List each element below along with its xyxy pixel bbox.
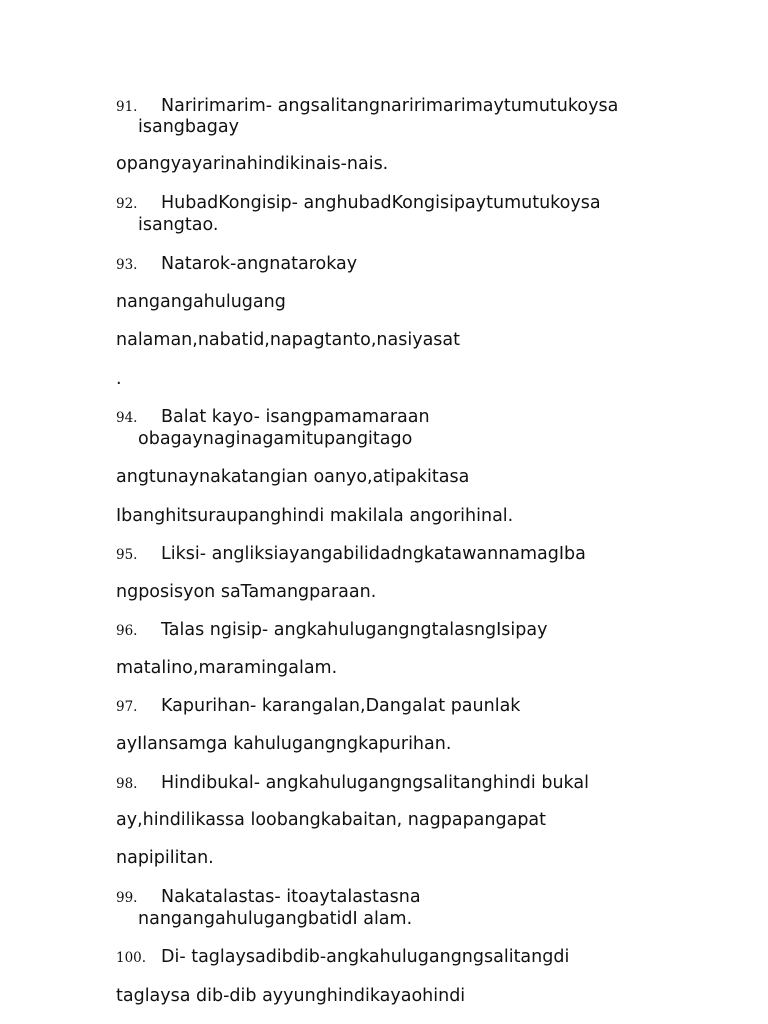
text-line: nangangahulugangbatidI alam. (138, 909, 413, 929)
text-line: opangyayarinahindikinais-nais. (116, 154, 389, 174)
item-number: 93. (116, 257, 138, 273)
text-line: ngposisyon saTamangparaan. (116, 582, 377, 602)
list-item-91 (116, 95, 618, 118)
item-number: 94. (116, 410, 138, 426)
item-number: 96. (116, 623, 138, 639)
item-text: Balat kayo- isangpamamaraan (161, 407, 430, 427)
text-line: isangtao. (138, 215, 219, 235)
list-item-99 (116, 886, 421, 909)
list-item-95 (116, 543, 586, 566)
list-item-97 (116, 695, 520, 718)
text-line: . (116, 369, 122, 389)
item-text: Hindibukal- angkahulugangngsalitanghindi bukal (161, 773, 589, 793)
item-number: 97. (116, 699, 138, 715)
item-text: Liksi- angliksiayangabilidadngkatawannamagIba (161, 544, 586, 564)
text-line: nangangahulugang (116, 292, 286, 312)
item-text: Kapurihan- karangalan,Dangalat paunlak (161, 696, 521, 716)
list-item-96 (116, 619, 547, 642)
text-line: ayIlansamga kahulugangngkapurihan. (116, 734, 452, 754)
list-item-98 (116, 772, 589, 795)
text-line: ay,hindilikassa loobangkabaitan, nagpapangapat (116, 810, 547, 830)
item-number: 92. (116, 196, 138, 212)
item-number: 100. (116, 950, 147, 966)
item-text: Natarok-angnatarokay (161, 254, 358, 274)
list-item-100 (116, 946, 569, 969)
item-number: 98. (116, 776, 138, 792)
text-line: Ibanghitsuraupanghindi makilala angorihinal. (116, 506, 514, 526)
text-line: napipilitan. (116, 848, 214, 868)
item-text: Di- taglaysadibdib-angkahulugangngsalitangdi (161, 947, 570, 967)
list-item-92 (116, 192, 601, 215)
list-item-94 (116, 406, 430, 429)
text-line: obagaynaginagamitupangitago (138, 429, 413, 449)
list-item-93 (116, 253, 357, 276)
item-text: Talas ngisip- angkahulugangngtalasngIsipay (161, 620, 548, 640)
item-text: Nakatalastas- itoaytalastasna (161, 887, 421, 907)
text-line: nalaman,nabatid,napagtanto,nasiyasat (116, 330, 461, 350)
text-line: taglaysa dib-dib ayyunghindikayaohindi (116, 986, 466, 1006)
item-text: HubadKongisip- anghubadKongisipaytumutukoysa (161, 193, 601, 213)
item-number: 99. (116, 890, 138, 906)
item-number: 91. (116, 99, 138, 115)
text-line: matalino,maramingalam. (116, 658, 338, 678)
item-text: Naririmarim- angsalitangnaririmarimaytumutukoysa (161, 96, 619, 116)
item-number: 95. (116, 547, 138, 563)
text-line: angtunaynakatangian oanyo,atipakitasa (116, 467, 470, 487)
text-line: isangbagay (138, 117, 239, 137)
